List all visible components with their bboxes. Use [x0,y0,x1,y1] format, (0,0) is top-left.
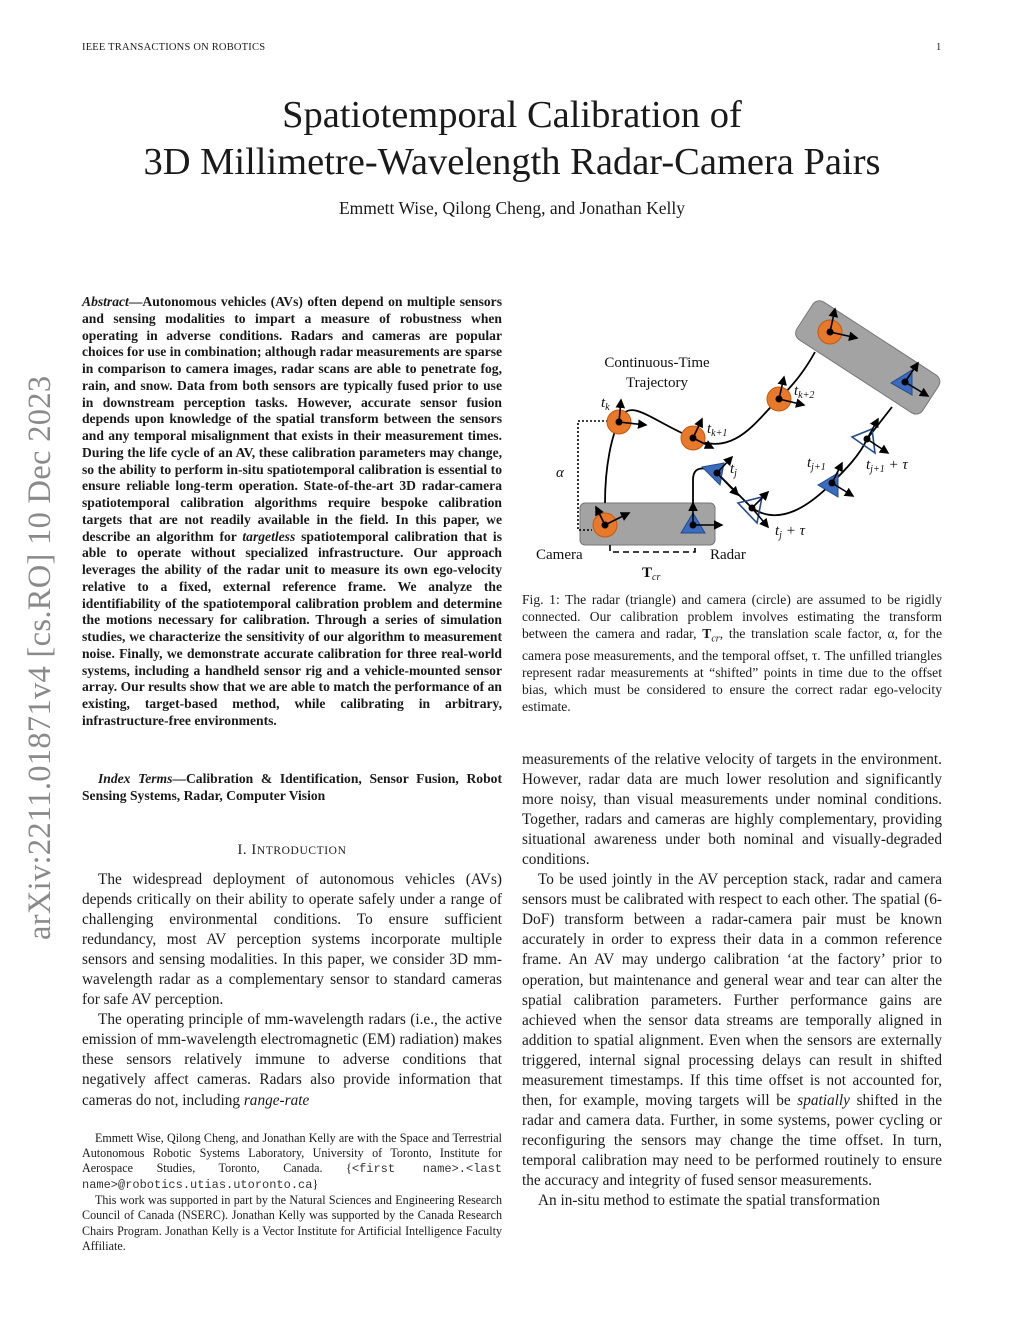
footnote [82,1131,502,1254]
caption-text: Fig. 1: The radar (triangle) and camera (circle) are assumed to be rigidly connected. Our calibration problem involves estimating the transform between the camera and radar, [522,592,942,641]
footnote-funding: This work was supported in part by the Natural Sciences and Engineering Research Council of Canada (NSERC). Jonathan Kelly was supported by the Canada Research Chairs Program. Jonathan Kelly is a Vector Institute for Artificial Intelligence Faculty Affiliate. [82,1193,502,1253]
tcr-transform-line [610,545,695,552]
title-line-2: 3D Millimetre-Wavelength Radar-Camera Pairs [143,141,881,183]
section-title-rest: NTRODUCTION [256,845,347,857]
right-paragraph-3: An in-situ method to estimate the spatial transformation [538,1192,880,1210]
section-title-initial: I [251,842,257,858]
caption-text-cont: , the translation scale factor, α, for the camera pose measurements, and the temporal offset, τ. The unfilled triangles represent radar measurements at “shifted” points in time due to the offset bias, which must be considered to ensure the correct radar ego-velocity estimate. [522,625,942,715]
footnote-affiliation-text: Emmett Wise, Qilong Cheng, and Jonathan Kelly are with the Space and Terrestrial Autonomous Robotic Systems Laboratory, University of Toronto, Institute for Aerospace Studies, Toronto, Canada. { [82,1131,502,1176]
label-tj1-tau: $t_{j+1} + \tau$ [866,457,908,475]
figure-1-caption [522,592,942,716]
right-paragraph-2 [522,870,942,1191]
label-tk1: $t_{k+1}$ [707,421,728,439]
abstract-text: —Autonomous vehicles (AVs) often depend on multiple sensors and sensing modalities to impart a measure of robustness when operating in adverse conditions. Radars and cameras are popular choices for use in combination; although radar measurements are sparse in comparison to camera images, radar scans are able to penetrate fog, rain, and snow. Data from both sensors are typically fused prior to use in downstream perception tasks. However, accurate sensor fusion depends upon knowledge of the spatial transform between the sensors and any temporal misalignment that exists in their measurement times. During the life cycle of an AV, these calibration parameters may change, so the ability to perform in-situ spatiotemporal calibration is essential to ensure reliable long-term operation. State-of-the-art 3D radar-camera spatiotemporal calibration algorithms require bespoke calibration targets that are not readily available in the field. In this paper, we describe an algorithm for [82,294,503,544]
title-line-1: Spatiotemporal Calibration of [282,94,742,136]
index-terms [82,771,502,805]
right-p2-emphasis: spatially [797,1091,850,1109]
figure-1-diagram [520,295,950,585]
right-column-body [522,750,942,1211]
introduction [82,870,502,1111]
right-paragraph-1: measurements of the relative velocity of targets in the environment. However, radar data are much lower resolution and significantly more noisy, than visual measurements under nominal conditions. Together, radars and cameras are highly complementary, providing situational awareness under both nominal and visually-degraded conditions. [522,751,942,869]
running-header: IEEE TRANSACTIONS ON ROBOTICS [82,42,266,53]
right-p2-text-cont: shifted in the radar and camera data. Further, in some systems, power cycling or reconfiguring the sensors may change the time offset. In turn, temporal calibration may need to be performed routinely to ensure the accuracy and integrity of fused sensor measurements. [522,1091,942,1189]
authors: Emmett Wise, Qilong Cheng, and Jonathan Kelly [338,198,685,218]
intro-p2-text: The operating principle of mm-wavelength radars (i.e., the active emission of mm-wavelength electromagnetic (EM) radiation) makes these sensors relatively immune to adverse conditions that negatively affect cameras. Radars also provide information that cameras do not, including [82,1011,502,1109]
label-tk: $t_k$ [601,395,610,413]
abstract-emphasis: targetless [242,528,296,544]
label-trajectory-1: Continuous-Time [604,355,710,371]
section-heading [82,842,502,859]
radar-trajectory [693,407,892,515]
label-tj-tau: $t_j + \tau$ [775,523,805,541]
page-number: 1 [936,42,942,53]
footnote-affiliation [82,1131,502,1193]
label-tj1: $t_{j+1}$ [807,455,826,473]
label-tj: $t_j$ [730,461,737,479]
index-terms-text: —Calibration & Identification, Sensor Fusion, Robot Sensing Systems, Radar, Computer Vision [82,771,502,803]
abstract-text-cont: spatiotemporal calibration that is able to operate without specialized infrastructure. Our approach leverages the ability of the radar unit to measure its own ego-velocity relative to a fixed, external reference frame. We analyze the identifiability of the spatiotemporal calibration problem and determine the motions necessary for calibration. Through a series of simulation studies, we characterize the sensitivity of our algorithm to measurement noise. Finally, we demonstrate accurate calibration for three real-world systems, including a handheld sensor rig and a vehicle-mounted sensor array. Our results show that we are able to match the performance of an existing, target-based method, while calibrating in arbitrary, infrastructure-free environments. [82,528,502,728]
caption-tcr-sub: cr [711,633,720,645]
abstract-label: Abstract [82,294,129,309]
index-terms-label: Index Terms [98,771,173,786]
label-tcr: $T_{cr}$ [642,565,661,583]
footnote-email: <first name>.<last name>@robotics.utias.utoronto.ca [82,1162,502,1193]
label-camera: Camera [536,547,583,563]
footnote-brace: } [312,1177,319,1192]
label-tk2: $t_{k+2}$ [794,383,815,401]
intro-paragraph-1: The widespread deployment of autonomous vehicles (AVs) depends critically on their ability to operate safely under a range of challenging environmental conditions. To ensure sufficient redundancy, most AV perception systems incorporate multiple sensors and sensing modalities. In this paper, we consider 3D mm-wavelength radar as a complementary sensor to standard cameras for safe AV perception. [82,871,502,1009]
caption-tcr: T [702,625,712,641]
label-alpha: α [556,465,564,481]
intro-paragraph-2 [82,1010,502,1110]
label-radar: Radar [710,547,746,563]
radar-camera-body-end [793,298,943,417]
arxiv-watermark: arXiv:2211.01871v4 [cs.RO] 10 Dec 2023 [22,375,58,940]
paper-title [0,92,1024,186]
section-number: I. [237,842,252,858]
label-trajectory-2: Trajectory [626,375,688,391]
right-p2-text: To be used jointly in the AV perception stack, radar and camera sensors must be calibrated with respect to each other. The spatial (6-DoF) transform between a radar-camera pair must be known accurately in order to express their data in a common reference frame. An AV may undergo calibration ‘at the factory’ prior to operation, but maintenance and general wear and tear can alter the spatial calibration parameters. Further performance gains are achieved when the sensor data streams are temporally aligned in addition to spatial alignment. Even when the sensors are externally triggered, internal signal processing delays can result in shifted measurement timestamps. If this time offset is not accounted for, then, for example, moving targets will be [522,871,942,1109]
intro-p2-emphasis: range-rate [243,1091,310,1109]
abstract [82,294,502,730]
